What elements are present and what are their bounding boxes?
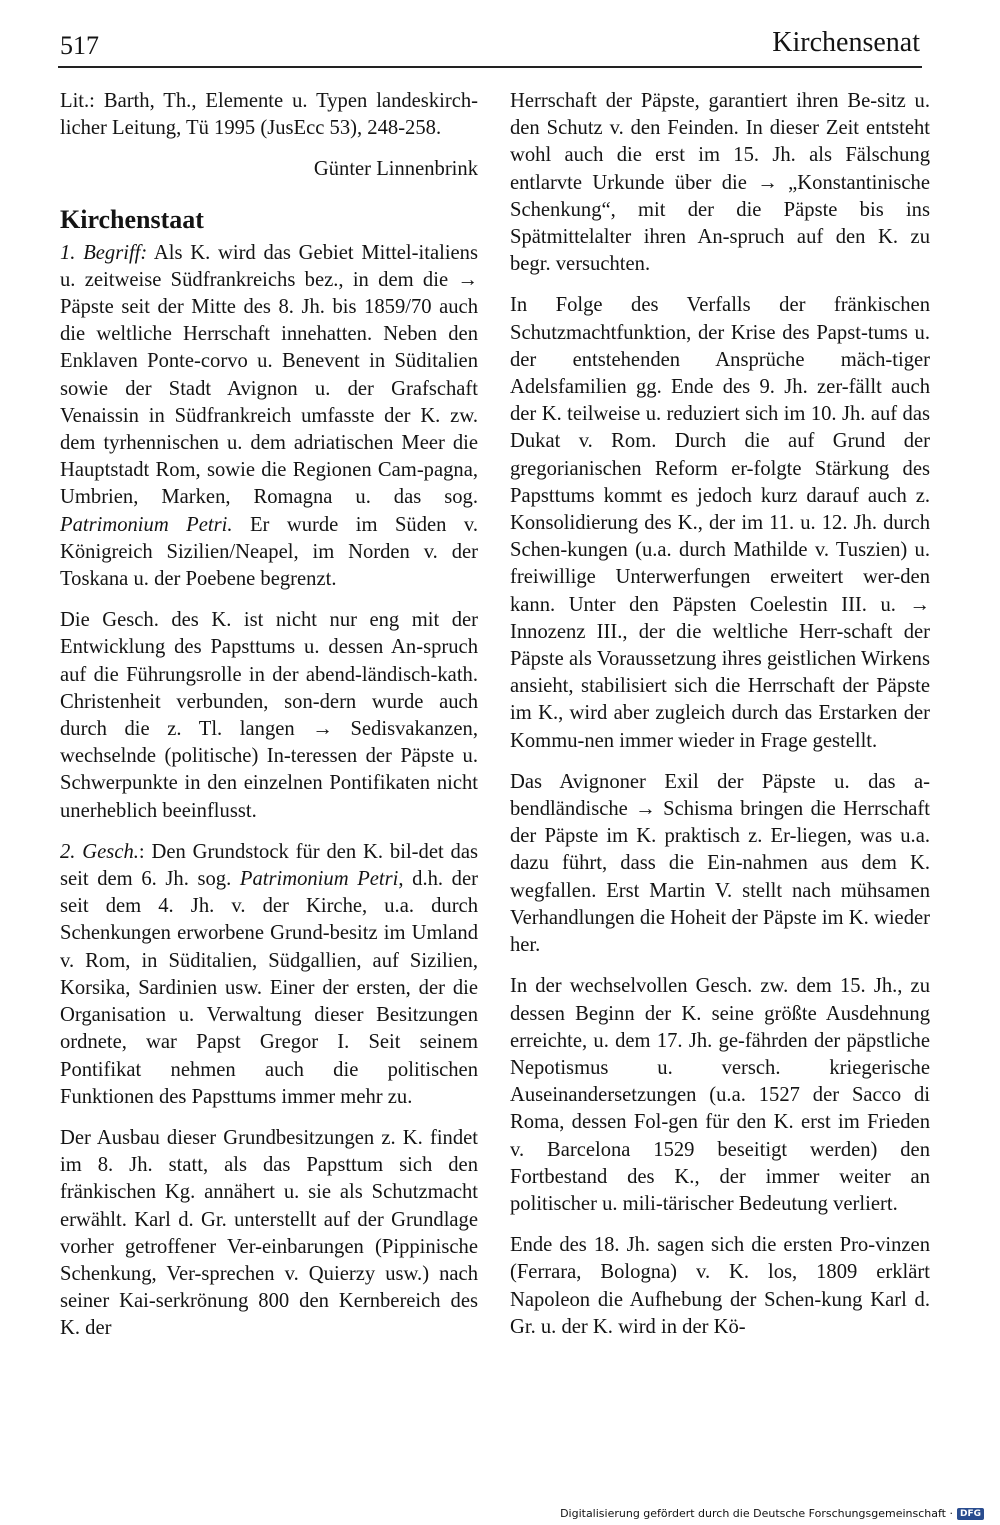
paragraph-gesch	[60, 839, 478, 1111]
paragraph-begriff	[60, 240, 478, 594]
literature-reference: Lit.: Barth, Th., Elemente u. Typen landeskirch-licher Leitung, Tü 1995 (JusEcc 53), 248-258.	[60, 90, 478, 140]
italic-term: Patrimonium Petri.	[60, 513, 233, 536]
italic-term: Patrimonium Petri	[239, 868, 399, 891]
paragraph-text: Der Ausbau dieser Grundbesitzungen z. K. findet im 8. Jh. statt, als das Papsttum sich den fränkischen Kg. annähert u. sie als Schutzmacht erwählt. Karl d. Gr. unterstellt auf der Grundlage vorher getroffener Ver-einbarungen (Pippinische Schenkung, Ver-sprechen v. Quierzy usw.) nach seiner Kai-serkrönung 800 den Kernbereich des K. der	[60, 1126, 478, 1340]
paragraph-text: , d.h. der seit dem 4. Jh. v. der Kirche, u.a. durch Schenkungen erworbene Grund-besitz im Umland v. Rom, in Süditalien, Südgallien, auf Sizilien, Korsika, Sardinien usw. Einer der ersten, der die Organisation u. Verwaltung dieser Besitzungen ordnete, war Papst Gregor I. Seit seinem Pontifikat nehmen auch die politischen Funktionen des Papsttums immer mehr zu.	[60, 868, 478, 1108]
paragraph-text: : Den Grundstock für den K. bil-det das seit dem 6. Jh. sog.	[60, 840, 478, 891]
header-rule	[58, 66, 922, 68]
dfg-logo: DFG	[957, 1508, 984, 1520]
paragraph-text: Herrschaft der Päpste, garantiert ihren Be-sitz u. den Schutz v. den Feinden. In dieser Zeit entsteht wohl auch die erst im 15. Jh. als Fälschung entlarvte Urkunde über die → „Konstantinische Schenkung“, mit der die Päpste bis ins Spätmittelalter ihren An-spruch auf den K. zu begr. versuchten.	[510, 90, 930, 276]
footer-credit	[560, 1507, 984, 1521]
section-label-gesch: 2. Gesch.	[60, 840, 139, 863]
page-number: 517	[60, 31, 99, 60]
paragraph-text: Er wurde im Süden v. Königreich Sizilien/Neapel, im Norden v. der Toskana u. der Poebene begrenzt.	[60, 513, 478, 591]
author-signature: Günter Linnenbrink	[313, 158, 478, 181]
paragraph-text: Ende des 18. Jh. sagen sich die ersten Pro-vinzen (Ferrara, Bologna) v. K. los, 1809 erklärt Napoleon die Aufhebung der Schen-kung Karl d. Gr. u. der K. wird in der Kö-	[510, 1234, 930, 1338]
entry-title: Kirchenstaat	[60, 204, 204, 234]
left-column	[60, 88, 478, 1357]
section-label-begriff: 1. Begriff:	[60, 241, 148, 264]
right-column	[510, 88, 930, 1355]
running-head: Kirchensenat	[772, 27, 920, 58]
paragraph-text: In Folge des Verfalls der fränkischen Schutzmachtfunktion, der Krise des Papst-tums u. der entstehenden Ansprüche mäch-tiger Adelsfamilien gg. Ende des 9. Jh. zer-fällt auch der K. teilweise u. reduziert sich im 10. Jh. auf das Dukat v. Rom. Durch die auf Grund der gregorianischen Reform er-folgte Stärkung des Papsttums kommt es jedoch kurz darauf auch z. Konsolidierung des K., der im 11. u. 12. Jh. durch Schen-kungen (u.a. durch Mathilde v. Tuszien) u. freiwillige Unterwerfungen erweitert wer-den kann. Unter den Päpsten Coelestin III. u. → Innozenz III., der die weltliche Herr-schaft der Päpste als Voraussetzung ihres geistlichen Wirkens ansieht, stabilisiert sich die Herrschaft der Päpste im K., wird aber zugleich durch das Erstarken der Kommu-nen immer wieder in Frage gestellt.	[510, 294, 930, 752]
paragraph-text: Als K. wird das Gebiet Mittel-italiens u. zeitweise Südfrankreichs bez., in dem die → Päpste seit der Mitte des 8. Jh. bis 1859/70 auch die weltliche Herrschaft innehatten. Neben den Enklaven Ponte-corvo u. Benevent in Süditalien sowie der Stadt Avignon u. der Grafschaft Venaissin in Südfrankreich umfasste der K. zw. dem tyrhennischen u. dem adriatischen Meer die Hauptstadt Rom, sowie die Regionen Cam-pagna, Umbrien, Marken, Romagna u. das sog.	[60, 241, 478, 509]
paragraph-text: Die Gesch. des K. ist nicht nur eng mit der Entwicklung des Papsttums u. dessen An-spruch auf die Führungsrolle in der abend-ländisch-kath. Christenheit verbunden, son-dern wurde auch durch die z. Tl. langen → Sedisvakanzen, wechselnde (politische) In-teressen der Päpste u. Schwerpunkte in den einzelnen Pontifikaten nicht unerheblich beeinflusst.	[60, 609, 478, 822]
footer-text: Digitalisierung gefördert durch die Deutsche Forschungsgemeinschaft ·	[560, 1507, 953, 1520]
paragraph-text: Das Avignoner Exil der Päpste u. das a-bendländische → Schisma bringen die Herrschaft der Päpste im K. praktisch z. Er-liegen, was u.a. dazu führt, dass die Ein-nahmen aus dem K. wegfallen. Erst Martin V. stellt nach mühsamen Verhandlungen die Hoheit der Päpste im K. wieder her.	[510, 770, 930, 957]
paragraph-text: In der wechselvollen Gesch. zw. dem 15. Jh., zu dessen Beginn der K. seine größte Ausdehnung erreichte, u. dem 17. Jh. ge-fährden der päpstliche Nepotismus u. versch. kriegerische Auseinandersetzungen (u.a. 1527 der Sacco di Roma, dessen Fol-gen für den K. erst im Frieden v. Barcelona 1529 beseitigt werden) den Fortbestand des K., der immer weiter an politischer u. mili-tärischer Bedeutung verliert.	[510, 975, 930, 1215]
